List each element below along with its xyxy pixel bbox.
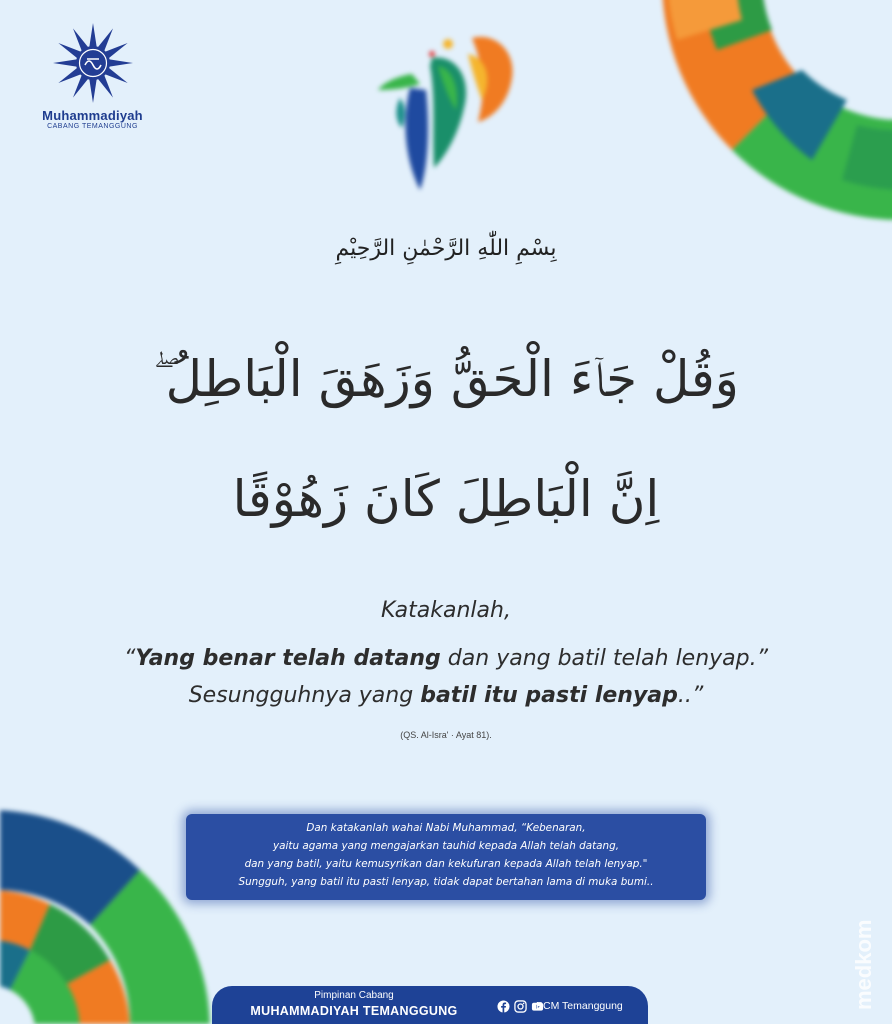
- translation-line-3-start: Sesungguhnya yang: [188, 683, 421, 708]
- watermark-text: medkom: [851, 919, 876, 1010]
- translation-line-3-end: ..”: [677, 683, 704, 708]
- translation-line-2: [60, 646, 832, 671]
- verse-reference: (QS. Al-Isra' · Ayat 81).: [400, 730, 492, 740]
- brand-name: Muhammadiyah: [42, 108, 143, 123]
- translation-line-2-rest: dan yang batil telah lenyap.”: [440, 646, 769, 671]
- facebook-icon[interactable]: [497, 1000, 510, 1013]
- translation-line-1: Katakanlah,: [381, 598, 511, 623]
- tafsir-line-4: Sungguh, yang batil itu pasti lenyap, tidak dapat bertahan lama di muka bumi..: [238, 876, 654, 888]
- translation-emphasis-1: Yang benar telah datang: [135, 646, 441, 671]
- footer-subtitle: Pimpinan Cabang: [314, 990, 394, 1001]
- instagram-icon[interactable]: [514, 1000, 527, 1013]
- tafsir-line-2: yaitu agama yang mengajarkan tauhid kepada Allah telah datang,: [272, 840, 620, 852]
- footer-social-handle[interactable]: PCM Temanggung: [536, 1000, 623, 1012]
- tafsir-line-3: dan yang batil, yaitu kemusyrikan dan kekufuran kepada Allah telah lenyap.": [244, 858, 648, 870]
- medkom-watermark: [849, 910, 879, 1010]
- tafsir-box: [186, 814, 706, 900]
- decor-ring-top-right: [650, 0, 892, 240]
- brand-subtitle: CABANG TEMANGGUNG: [47, 123, 138, 130]
- muhammadiyah-sun-emblem-icon: [52, 22, 134, 104]
- bismillah-calligraphy: بِسْمِ اللّٰهِ الرَّحْمٰنِ الرَّحِيْمِ: [335, 236, 557, 261]
- translation-line-3: [60, 683, 832, 708]
- tafsir-line-1: Dan katakanlah wahai Nabi Muhammad, “Kebenaran,: [306, 822, 586, 834]
- translation-emphasis-2: batil itu pasti lenyap: [420, 683, 678, 708]
- ayah-line-1: وَقُلْ جَاۤءَ الْحَقُّ وَزَهَقَ الْبَاطِلُ ۖ: [153, 350, 739, 408]
- open-quote: “: [123, 646, 136, 671]
- ayah-line-2: اِنَّ الْبَاطِلَ كَانَ زَهُوْقًا: [232, 470, 660, 528]
- milad-logo-graphic: [372, 18, 527, 198]
- footer-title: MUHAMMADIYAH TEMANGGUNG: [250, 1004, 458, 1018]
